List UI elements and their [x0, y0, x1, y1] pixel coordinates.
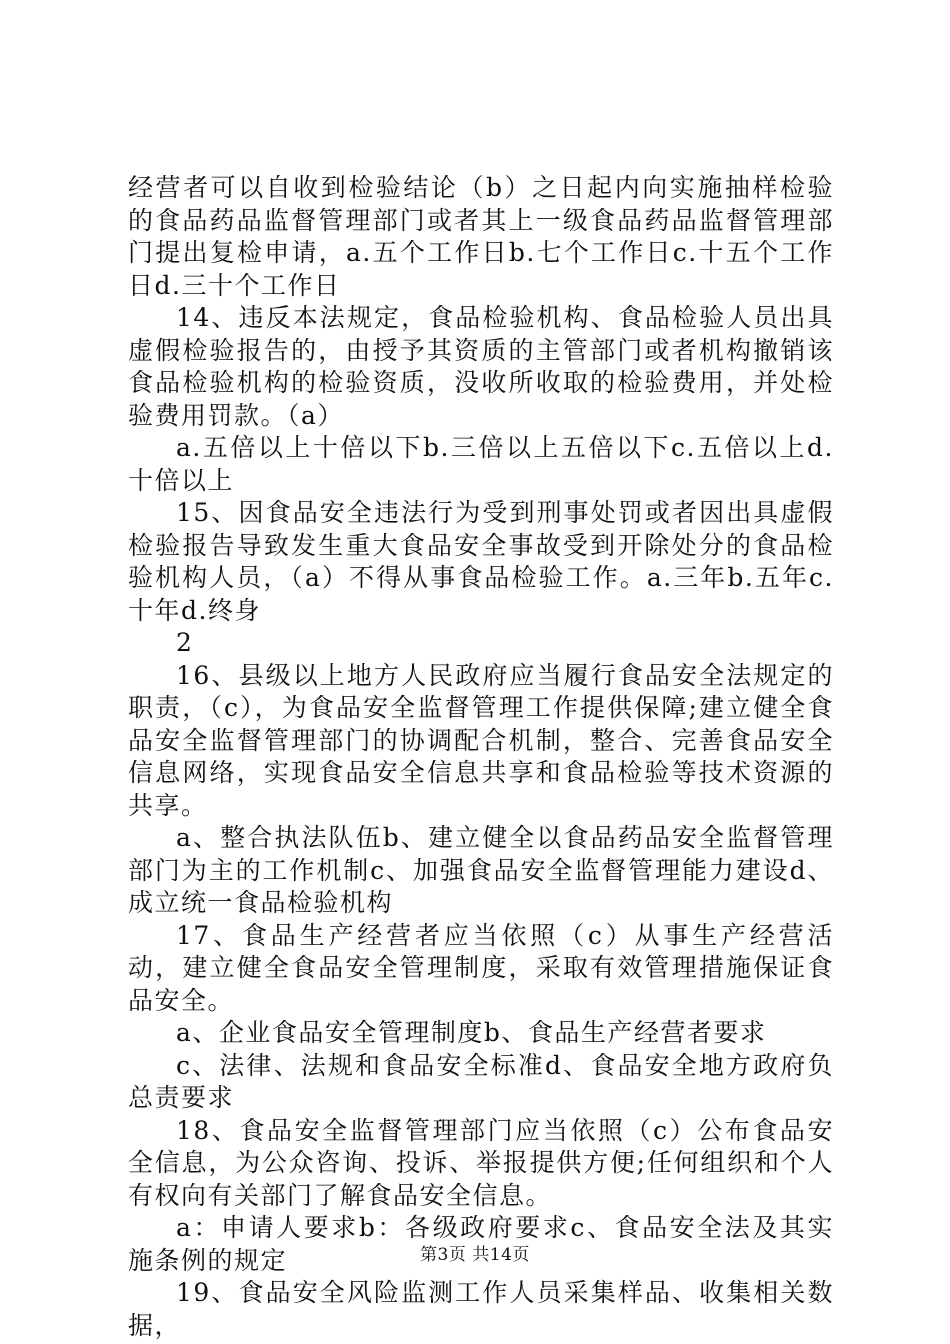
paragraph-continuation: 经营者可以自收到检验结论（b）之日起内向实施抽样检验的食品药品监督管理部门或者其上一级食品药品监督管理部门提出复检申请，a.五个工作日b.七个工作日c.十五个工作日d.三十个工作日 [128, 173, 834, 300]
question-15: 15、因食品安全违法行为受到刑事处罚或者因出具虚假检验报告导致发生重大食品安全事故受到开除处分的食品检验机构人员，（a）不得从事食品检验工作。a.三年b.五年c.十年d.终身 [128, 498, 834, 625]
question-18-options: a：申请人要求b：各级政府要求c、食品安全法及其实施条例的规定 [128, 1213, 834, 1275]
page-count-label: 第3页 共14页 [420, 1245, 530, 1265]
question-19: 19、食品安全风险监测工作人员采集样品、收集相关数据， [128, 1278, 834, 1340]
inline-page-number: 2 [176, 628, 194, 657]
document-body [128, 172, 834, 1342]
question-14-options: a.五倍以上十倍以下b.三倍以上五倍以下c.五倍以上d.十倍以上 [128, 433, 834, 495]
question-17: 17、食品生产经营者应当依照（c）从事生产经营活动，建立健全食品安全管理制度，采取有效管理措施保证食品安全。 [128, 920, 834, 1015]
question-17-options-line-1: a、企业食品安全管理制度b、食品生产经营者要求 [176, 1018, 767, 1047]
question-16-options: a、整合执法队伍b、建立健全以食品药品安全监督管理部门为主的工作机制c、加强食品安全监督管理能力建设d、成立统一食品检验机构 [128, 823, 834, 917]
question-17-options-line-2: c、法律、法规和食品安全标准d、食品安全地方政府负总责要求 [128, 1050, 834, 1112]
page-footer [0, 1240, 950, 1265]
question-14: 14、违反本法规定，食品检验机构、食品检验人员出具虚假检验报告的，由授予其资质的主管部门或者机构撤销该食品检验机构的检验资质，没收所收取的检验费用，并处检验费用罚款。（a） [128, 303, 834, 430]
question-18: 18、食品安全监督管理部门应当依照（c）公布食品安全信息，为公众咨询、投诉、举报提供方便;任何组织和个人有权向有关部门了解食品安全信息。 [128, 1115, 834, 1210]
question-16: 16、县级以上地方人民政府应当履行食品安全法规定的职责，（c），为食品安全监督管理工作提供保障;建立健全食品安全监督管理部门的协调配合机制，整合、完善食品安全信息网络，实现食品安全信息共享和食品检验等技术资源的共享。 [128, 660, 834, 820]
